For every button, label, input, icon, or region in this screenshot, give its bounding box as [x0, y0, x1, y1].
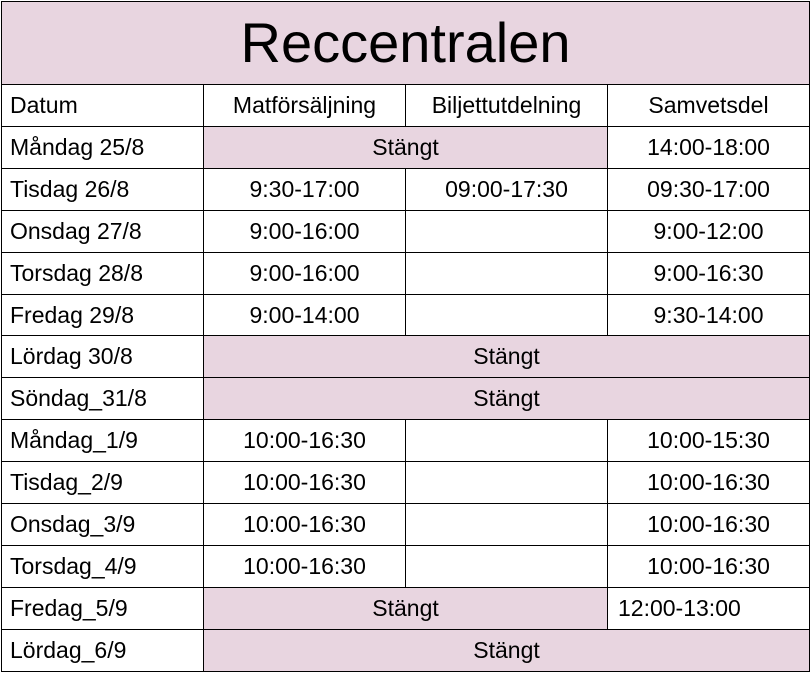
date-cell: Torsdag_4/9: [2, 546, 204, 588]
time-cell: 9:00-12:00: [608, 210, 810, 252]
title-row: [2, 2, 810, 85]
time-cell: 9:00-16:00: [204, 252, 406, 294]
closed-cell: Stängt: [204, 378, 810, 420]
table-row: [2, 336, 810, 378]
table-row: [2, 504, 810, 546]
date-cell: Söndag_31/8: [2, 378, 204, 420]
time-cell: 09:30-17:00: [608, 168, 810, 210]
time-cell: [406, 546, 608, 588]
schedule-table: [1, 1, 810, 672]
table-row: [2, 588, 810, 630]
date-cell: Fredag_5/9: [2, 588, 204, 630]
date-cell: Onsdag_3/9: [2, 504, 204, 546]
table-row: [2, 294, 810, 336]
time-cell: 10:00-16:30: [204, 504, 406, 546]
table-row: [2, 126, 810, 168]
date-cell: Fredag 29/8: [2, 294, 204, 336]
header-samvetsdel: Samvetsdel: [608, 84, 810, 126]
header-matforsaljning: Matförsäljning: [204, 84, 406, 126]
header-row: [2, 84, 810, 126]
date-cell: Tisdag_2/9: [2, 462, 204, 504]
time-cell: 10:00-16:30: [204, 462, 406, 504]
date-cell: Måndag 25/8: [2, 126, 204, 168]
table-row: [2, 168, 810, 210]
time-cell: [406, 462, 608, 504]
table-row: [2, 210, 810, 252]
closed-cell: Stängt: [204, 588, 608, 630]
page-title: Reccentralen: [2, 2, 810, 85]
time-cell: 10:00-16:30: [204, 420, 406, 462]
date-cell: Onsdag 27/8: [2, 210, 204, 252]
time-cell: 10:00-15:30: [608, 420, 810, 462]
time-cell: 9:00-16:00: [204, 210, 406, 252]
date-cell: Lördag 30/8: [2, 336, 204, 378]
table-row: [2, 546, 810, 588]
time-cell: 9:00-16:30: [608, 252, 810, 294]
closed-cell: Stängt: [204, 630, 810, 672]
time-cell: [406, 252, 608, 294]
date-cell: Torsdag 28/8: [2, 252, 204, 294]
time-cell: 09:00-17:30: [406, 168, 608, 210]
time-cell: [406, 294, 608, 336]
time-cell: 10:00-16:30: [608, 546, 810, 588]
table-row: [2, 252, 810, 294]
closed-cell: Stängt: [204, 126, 608, 168]
time-cell: 9:30-14:00: [608, 294, 810, 336]
table-row: [2, 378, 810, 420]
header-datum: Datum: [2, 84, 204, 126]
table-row: [2, 462, 810, 504]
time-cell: 12:00-13:00: [608, 588, 810, 630]
time-cell: [406, 210, 608, 252]
time-cell: 14:00-18:00: [608, 126, 810, 168]
time-cell: [406, 420, 608, 462]
time-cell: [406, 504, 608, 546]
table-row: [2, 420, 810, 462]
date-cell: Måndag_1/9: [2, 420, 204, 462]
time-cell: 9:30-17:00: [204, 168, 406, 210]
table-row: [2, 630, 810, 672]
date-cell: Lördag_6/9: [2, 630, 204, 672]
time-cell: 10:00-16:30: [608, 462, 810, 504]
time-cell: 10:00-16:30: [608, 504, 810, 546]
header-biljettutdelning: Biljettutdelning: [406, 84, 608, 126]
time-cell: 10:00-16:30: [204, 546, 406, 588]
closed-cell: Stängt: [204, 336, 810, 378]
time-cell: 9:00-14:00: [204, 294, 406, 336]
date-cell: Tisdag 26/8: [2, 168, 204, 210]
